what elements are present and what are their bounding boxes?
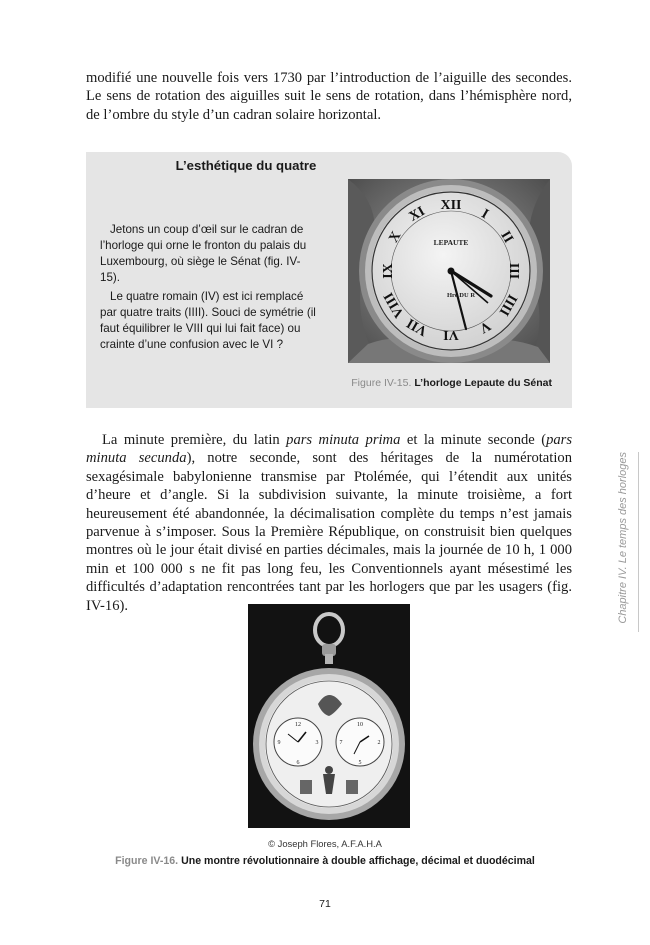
- paragraph-2-latin-2: pars minuta secunda: [86, 432, 573, 467]
- side-rule: [638, 452, 639, 632]
- paragraph-2-text-3: ), notre seconde, sont des héritages de la numérotation sexagésimale babylonienne transmise par Ptolémée, qui l’étendit aux unités d’heure et d’angle. Si la subdivision suivante, la minute troisième, a fort heureusement été abandonnée, la décimalisation complète du temps n’est jamais parvenue à s’imposer. Sous la Première République, on construisit bien quelques montres où le jour était divisé en parties décimales, mais la journée de 10 h, 1 000 min et 100 000 s ne fit pas long feu, les Conventionnels ayant mésestimé les difficultés d’adaptation rencontrées tant par les horlogers que par les usagers (fig. IV-16).: [86, 450, 572, 614]
- box-text-paragraph-1: Jetons un coup d’œil sur le cadran de l’horloge qui orne le fronton du palais du Luxembourg, où siège le Sénat (fig. IV-15).: [100, 223, 307, 284]
- box-text: [100, 222, 318, 353]
- svg-text:7: 7: [339, 740, 343, 746]
- svg-text:3: 3: [315, 740, 319, 746]
- chapter-side-title-text: Chapitre IV. Le temps des horloges: [617, 452, 629, 624]
- figure-16-number: Figure IV-16.: [115, 855, 179, 867]
- svg-text:IIII: IIII: [495, 291, 520, 318]
- svg-text:VIII: VIII: [381, 289, 408, 320]
- figure-15-number: Figure IV-15.: [351, 377, 412, 389]
- clock-dial-label: Hre DU R: [446, 292, 476, 299]
- paragraph-2-text-2: et la minute seconde (: [400, 432, 547, 448]
- body-paragraph-1: modifié une nouvelle fois vers 1730 par l’introduction de l’aiguille des secondes. Le sens de rotation des aiguilles suit le sens de rotation, dans l’hémisphère nord, de l’ombre du style d’un cadran solaire horizontal.: [86, 70, 572, 123]
- svg-text:2: 2: [377, 740, 381, 746]
- photo-credit: © Joseph Flores, A.F.A.H.A: [268, 838, 382, 849]
- svg-text:III: III: [506, 262, 521, 280]
- box-text-paragraph-2: Le quatre romain (IV) est ici remplacé par quatre traits (IIII). Souci de symétrie (il faut équilibrer le VIII qui lui fait face) ou crainte d’une confusion avec le VI ?: [100, 290, 316, 351]
- svg-text:IX: IX: [381, 263, 396, 279]
- figure-15-title: L’horloge Lepaute du Sénat: [414, 377, 552, 389]
- sidebar-box: [86, 152, 572, 408]
- svg-text:5: 5: [358, 760, 362, 766]
- svg-text:V: V: [476, 317, 493, 336]
- paragraph-2-text-1: La minute première, du latin: [102, 432, 287, 448]
- svg-text:II: II: [497, 228, 516, 246]
- svg-text:12: 12: [295, 722, 301, 728]
- revolutionary-watch-photo: [248, 604, 410, 828]
- svg-text:XI: XI: [406, 204, 428, 225]
- clock-maker-label: LEPAUTE: [433, 238, 469, 247]
- svg-text:6: 6: [296, 760, 300, 766]
- senate-clock-photo: [348, 179, 550, 363]
- svg-text:9: 9: [277, 740, 281, 746]
- svg-text:VII: VII: [404, 314, 431, 339]
- paragraph-2-latin-1: pars minuta prima: [286, 432, 401, 448]
- svg-text:I: I: [478, 206, 491, 223]
- svg-text:X: X: [386, 229, 405, 246]
- figure-16-caption: [0, 855, 650, 867]
- page-number: 71: [319, 898, 331, 910]
- box-title: L’esthétique du quatre: [175, 158, 317, 173]
- body-paragraph-2: [86, 431, 572, 615]
- svg-text:10: 10: [357, 722, 363, 728]
- figure-15-caption: [326, 377, 552, 389]
- svg-text:XII: XII: [440, 198, 462, 213]
- figure-16-title: Une montre révolutionnaire à double affichage, décimal et duodécimal: [181, 855, 535, 867]
- svg-text:VI: VI: [443, 327, 459, 342]
- chapter-side-title: [615, 452, 635, 632]
